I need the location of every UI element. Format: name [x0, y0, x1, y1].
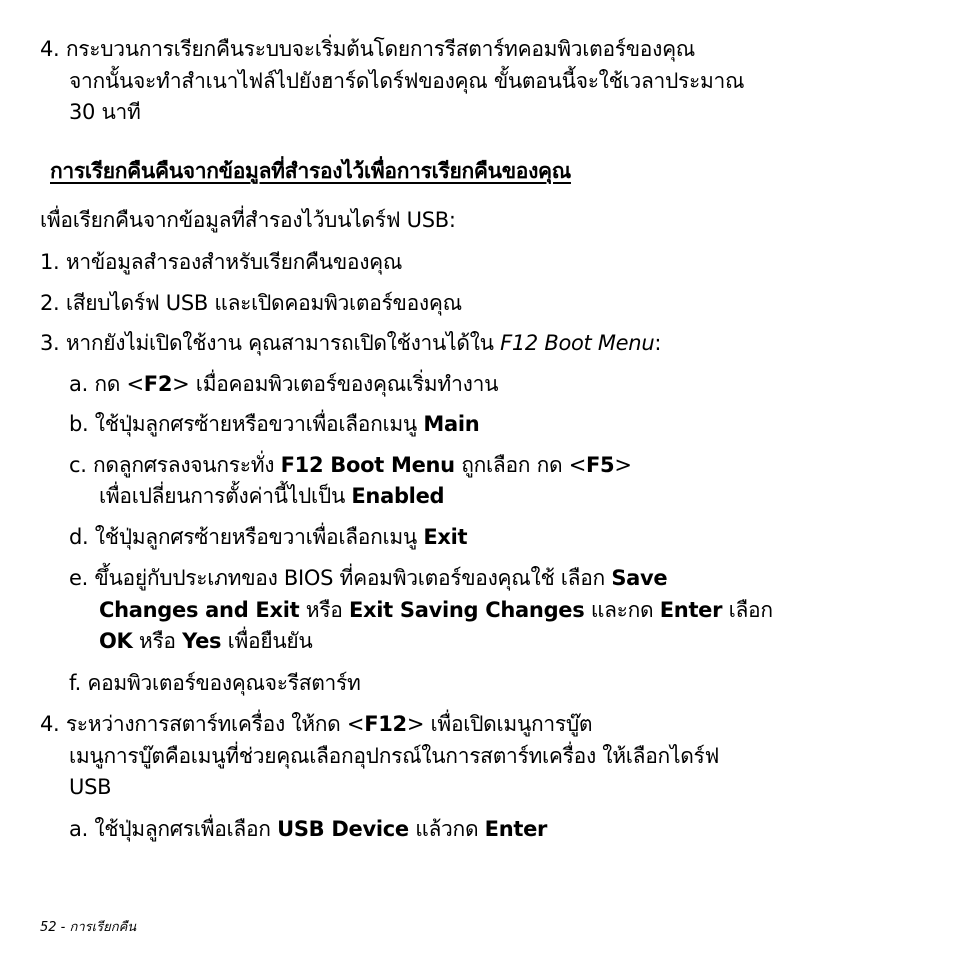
substep-letter: a. [69, 372, 88, 396]
section-heading: การเรียกคืนคืนจากข้อมูลที่สำรองไว้เพื่อการเรียกคืนของคุณ [50, 159, 571, 183]
intro-text: เพื่อเรียกคืนจากข้อมูลที่สำรองไว้บนไดร์ฟ USB: [40, 208, 456, 232]
substep-text: เพื่อเปลี่ยนการตั้งค่านี้ไปเป็น [99, 484, 352, 508]
substep-text-end: > เมื่อคอมพิวเตอร์ของคุณเริ่มทำงาน [172, 372, 499, 396]
step-text: กระบวนการเรียกคืนระบบจะเริ่มต้นโดยการรีสตาร์ทคอมพิวเตอร์ของคุณ [65, 37, 695, 61]
option-yes: Yes [182, 629, 222, 653]
substep-text: เพื่อยืนยัน [221, 629, 313, 653]
substep-e [69, 564, 667, 592]
option-changes-and-exit: Changes and Exit [99, 598, 300, 622]
substep-b [69, 410, 479, 438]
substep-text: หรือ [132, 629, 183, 653]
step-3 [40, 329, 661, 357]
step-text: หากยังไม่เปิดใช้งาน คุณสามารถเปิดใช้งานได้ใน [65, 331, 501, 355]
step-number: 3. [40, 331, 60, 355]
menu-main: Main [423, 412, 480, 436]
key-f5: F5 [586, 453, 615, 477]
substep-text: ใช้ปุ่มลูกศรเพื่อเลือก [94, 817, 278, 841]
step-2 [40, 289, 462, 317]
step-text: หาข้อมูลสำรองสำหรับเรียกคืนของคุณ [65, 250, 403, 274]
step-4-boot-line-2: เมนูการบู๊ตคือเมนูที่ช่วยคุณเลือกอุปกรณ์ในการสตาร์ทเครื่อง ให้เลือกไดร์ฟ [69, 744, 720, 768]
substep-text: กดลูกศรลงจนกระทั่ง [93, 453, 281, 477]
key-f12: F12 [364, 712, 407, 736]
substep-text-mid: แล้วกด [408, 817, 485, 841]
enabled-value: Enabled [351, 484, 445, 508]
step-text-end: : [654, 331, 662, 355]
substep-a [69, 370, 498, 398]
step-4-boot-line-3: USB [69, 775, 112, 799]
substep-letter: d. [69, 525, 89, 549]
substep-text: กด < [94, 372, 144, 396]
substep-text: ใช้ปุ่มลูกศรซ้ายหรือขวาเพื่อเลือกเมนู [94, 525, 424, 549]
option-exit-saving-changes: Exit Saving Changes [348, 598, 585, 622]
substep-e-line-2 [99, 596, 773, 624]
substep-text-end: > [614, 453, 632, 477]
step-number: 4. [40, 37, 60, 61]
substep-c [69, 451, 632, 479]
substep-f [69, 669, 361, 697]
substep-letter: e. [69, 566, 88, 590]
step-text: เสียบไดร์ฟ USB และเปิดคอมพิวเตอร์ของคุณ [65, 291, 462, 315]
step-number: 1. [40, 250, 60, 274]
step-4-restore-line-2: จากนั้นจะทำสำเนาไฟล์ไปยังฮาร์ดไดร์ฟของคุณ ขั้นตอนนี้จะใช้เวลาประมาณ [69, 69, 745, 93]
step-4-boot [40, 710, 592, 738]
step-4-restore-line-1 [40, 35, 695, 63]
step-text-end: > เพื่อเปิดเมนูการบู๊ต [406, 712, 593, 736]
step-number: 2. [40, 291, 60, 315]
key-f2: F2 [143, 372, 173, 396]
substep-text-mid: ถูกเลือก กด < [454, 453, 587, 477]
step-text: ระหว่างการสตาร์ทเครื่อง ให้กด < [65, 712, 365, 736]
substep-text: และกด [584, 598, 660, 622]
key-enter: Enter [659, 598, 723, 622]
substep-text: เลือก [722, 598, 773, 622]
option-usb-device: USB Device [277, 817, 409, 841]
substep-letter: c. [69, 453, 87, 477]
step-4-restore-line-3: 30 นาที [69, 100, 141, 124]
substep-c-line-2 [99, 482, 444, 510]
option-ok: OK [99, 629, 133, 653]
substep-letter: f. [69, 671, 81, 695]
menu-exit: Exit [423, 525, 468, 549]
substep-text: ขึ้นอยู่กับประเภทของ BIOS ที่คอมพิวเตอร์ของคุณใช้ เลือก [94, 566, 612, 590]
step-number: 4. [40, 712, 60, 736]
step-1 [40, 248, 402, 276]
option-save: Save [611, 566, 668, 590]
substep-a-boot [69, 815, 547, 843]
substep-d [69, 523, 467, 551]
page-footer: 52 - การเรียกคืน [40, 920, 137, 935]
f12-boot-menu-label: F12 Boot Menu [500, 331, 655, 355]
substep-text: หรือ [299, 598, 349, 622]
key-enter: Enter [484, 817, 548, 841]
f12-boot-menu-option: F12 Boot Menu [280, 453, 455, 477]
substep-text: ใช้ปุ่มลูกศรซ้ายหรือขวาเพื่อเลือกเมนู [94, 412, 424, 436]
substep-letter: b. [69, 412, 89, 436]
substep-e-line-3 [99, 627, 312, 655]
substep-letter: a. [69, 817, 88, 841]
substep-text: คอมพิวเตอร์ของคุณจะรีสตาร์ท [87, 671, 361, 695]
